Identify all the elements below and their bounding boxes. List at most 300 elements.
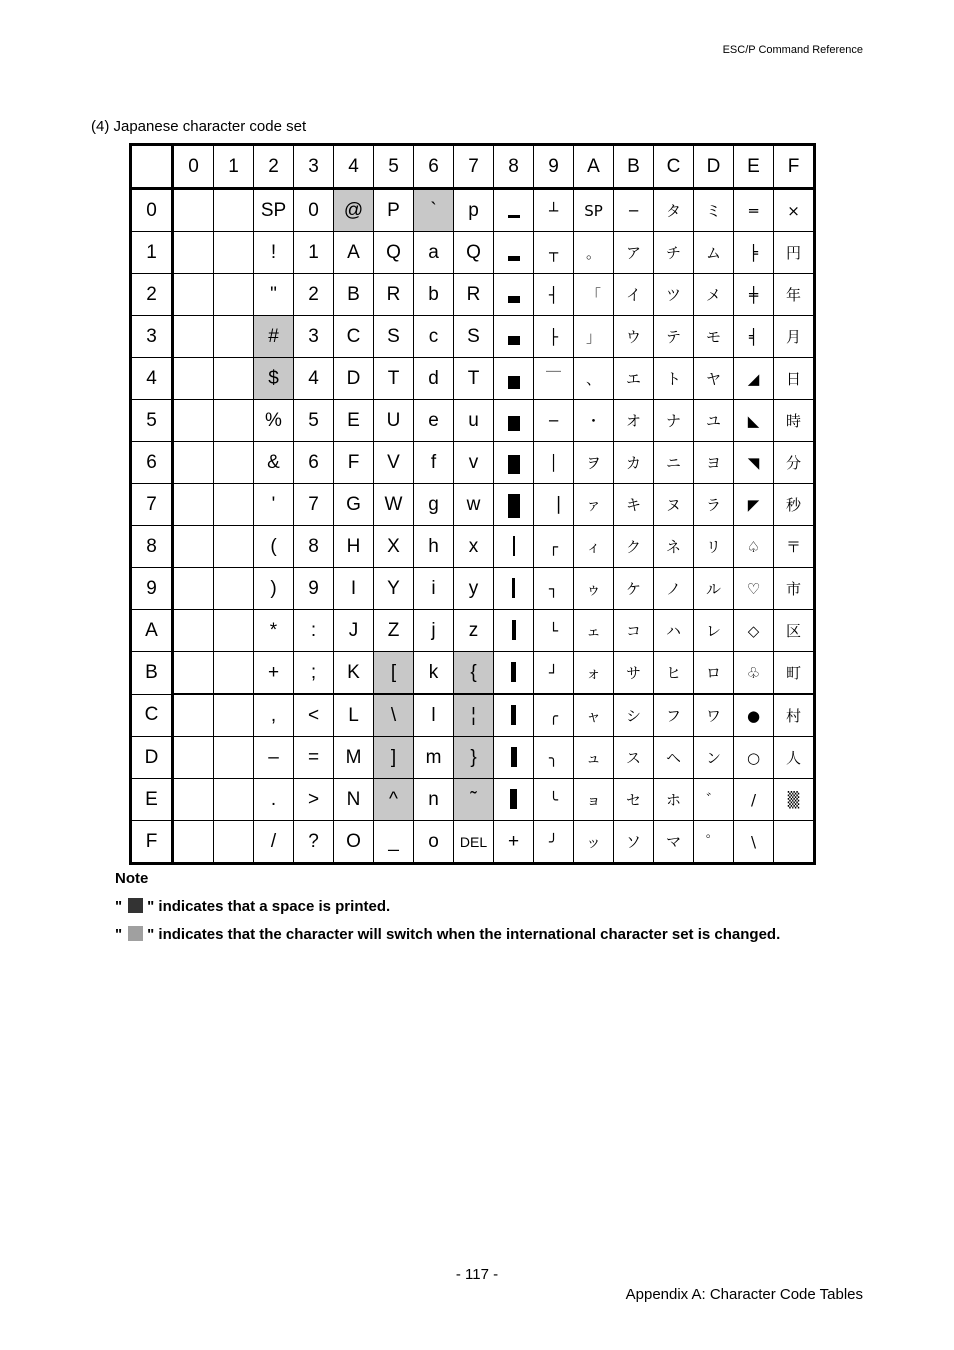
code-cell: ウ	[614, 316, 654, 358]
code-cell: ┴	[534, 189, 574, 232]
code-cell: :	[294, 610, 334, 652]
code-cell: ◢	[734, 358, 774, 400]
code-cell	[173, 189, 214, 232]
row-header: D	[131, 737, 173, 779]
code-cell	[214, 694, 254, 737]
code-cell: フ	[654, 694, 694, 737]
row-header: B	[131, 652, 173, 695]
code-cell: 分	[774, 442, 815, 484]
code-cell: R	[454, 274, 494, 316]
code-cell: 9	[294, 568, 334, 610]
table-row	[131, 737, 815, 779]
code-cell: ●	[734, 694, 774, 737]
code-cell: X	[374, 526, 414, 568]
code-cell: 日	[774, 358, 815, 400]
row-header: 8	[131, 526, 173, 568]
code-cell: ラ	[694, 484, 734, 526]
code-cell: ×	[774, 189, 815, 232]
block-mark	[508, 256, 520, 261]
code-cell: ,	[254, 694, 294, 737]
table-row	[131, 189, 815, 232]
code-cell: +	[494, 821, 534, 864]
column-header: 2	[254, 145, 294, 189]
code-cell: G	[334, 484, 374, 526]
code-cell: ト	[654, 358, 694, 400]
code-cell	[173, 442, 214, 484]
block-mark	[512, 620, 516, 640]
note-title: Note	[115, 870, 149, 887]
code-cell	[173, 610, 214, 652]
block-mark	[512, 578, 515, 598]
code-cell: セ	[614, 779, 654, 821]
code-cell: ￣	[534, 358, 574, 400]
code-cell: ╭	[534, 694, 574, 737]
code-cell	[494, 232, 534, 274]
block-char	[517, 789, 518, 790]
code-cell: コ	[614, 610, 654, 652]
column-header: F	[774, 145, 815, 189]
code-cell	[214, 316, 254, 358]
code-cell: 5	[294, 400, 334, 442]
code-cell: テ	[654, 316, 694, 358]
code-cell: ユ	[694, 400, 734, 442]
column-header: 0	[173, 145, 214, 189]
row-header: 9	[131, 568, 173, 610]
code-cell	[494, 274, 534, 316]
code-cell: 時	[774, 400, 815, 442]
code-cell: W	[374, 484, 414, 526]
code-cell: ゥ	[574, 568, 614, 610]
code-cell	[173, 232, 214, 274]
code-cell: N	[334, 779, 374, 821]
code-cell: $	[254, 358, 294, 400]
code-cell: ィ	[574, 526, 614, 568]
code-cell	[173, 821, 214, 864]
code-cell	[494, 484, 534, 526]
block-mark	[510, 789, 517, 809]
row-header: C	[131, 694, 173, 737]
code-cell: v	[454, 442, 494, 484]
code-cell: サ	[614, 652, 654, 695]
column-header: 7	[454, 145, 494, 189]
code-cell: T	[454, 358, 494, 400]
code-cell: ┘	[534, 652, 574, 695]
code-cell	[214, 232, 254, 274]
code-cell: モ	[694, 316, 734, 358]
code-cell: ▒	[774, 779, 815, 821]
code-cell: /	[734, 779, 774, 821]
code-cell: ナ	[654, 400, 694, 442]
code-cell: ¦	[454, 694, 494, 737]
code-cell	[173, 694, 214, 737]
code-cell	[214, 779, 254, 821]
block-char	[520, 326, 521, 327]
code-cell: w	[454, 484, 494, 526]
code-cell	[494, 189, 534, 232]
row-header: 0	[131, 189, 173, 232]
code-cell: 区	[774, 610, 815, 652]
code-cell	[173, 737, 214, 779]
code-cell: ソ	[614, 821, 654, 864]
gray-swatch	[128, 926, 143, 941]
code-cell: ミ	[694, 189, 734, 232]
column-header: D	[694, 145, 734, 189]
code-cell: P	[374, 189, 414, 232]
code-cell	[494, 568, 534, 610]
column-header: C	[654, 145, 694, 189]
code-cell: ╞	[734, 232, 774, 274]
code-cell: I	[334, 568, 374, 610]
code-cell	[214, 821, 254, 864]
code-cell: F	[334, 442, 374, 484]
table-corner	[131, 145, 173, 189]
code-cell: i	[414, 568, 454, 610]
code-cell	[173, 400, 214, 442]
code-cell: ャ	[574, 694, 614, 737]
code-cell: 人	[774, 737, 815, 779]
code-cell: ロ	[694, 652, 734, 695]
table-row	[131, 526, 815, 568]
code-cell: ク	[614, 526, 654, 568]
code-cell: c	[414, 316, 454, 358]
code-cell: ヨ	[694, 442, 734, 484]
code-cell: ─	[614, 189, 654, 232]
code-cell: イ	[614, 274, 654, 316]
code-cell	[774, 821, 815, 864]
code-cell: '	[254, 484, 294, 526]
code-cell: ン	[694, 737, 734, 779]
code-cell: 。	[574, 232, 614, 274]
table-row	[131, 779, 815, 821]
code-cell: レ	[694, 610, 734, 652]
code-cell: ア	[614, 232, 654, 274]
code-cell: E	[334, 400, 374, 442]
code-cell: S	[374, 316, 414, 358]
block-mark	[508, 336, 520, 345]
block-mark	[513, 536, 515, 556]
code-cell: O	[334, 821, 374, 864]
code-cell: リ	[694, 526, 734, 568]
note-line-switch: " " indicates that the character will switch when the international character set is changed.	[115, 926, 781, 943]
code-cell: =	[294, 737, 334, 779]
code-cell	[494, 526, 534, 568]
code-cell: ヤ	[694, 358, 734, 400]
code-cell: j	[414, 610, 454, 652]
code-cell: V	[374, 442, 414, 484]
code-cell: メ	[694, 274, 734, 316]
code-cell: *	[254, 610, 294, 652]
block-char	[520, 368, 521, 369]
code-cell: K	[334, 652, 374, 695]
column-header: 6	[414, 145, 454, 189]
row-header: 6	[131, 442, 173, 484]
code-cell	[494, 358, 534, 400]
code-cell: シ	[614, 694, 654, 737]
code-cell: u	[454, 400, 494, 442]
code-cell: z	[454, 610, 494, 652]
code-cell: チ	[654, 232, 694, 274]
table-row	[131, 484, 815, 526]
code-cell: {	[454, 652, 494, 695]
table-row	[131, 652, 815, 695]
code-cell: 2	[294, 274, 334, 316]
code-cell: 1	[294, 232, 334, 274]
code-cell: e	[414, 400, 454, 442]
code-cell: Q	[374, 232, 414, 274]
code-cell: _	[374, 821, 414, 864]
code-cell: 円	[774, 232, 815, 274]
code-cell: >	[294, 779, 334, 821]
table-row	[131, 400, 815, 442]
code-cell: n	[414, 779, 454, 821]
code-cell: ス	[614, 737, 654, 779]
block-mark	[511, 747, 517, 767]
code-cell: ノ	[654, 568, 694, 610]
row-header: 4	[131, 358, 173, 400]
table-body	[131, 189, 815, 864]
code-cell: ○	[734, 737, 774, 779]
code-cell	[214, 526, 254, 568]
code-cell: ╯	[534, 821, 574, 864]
code-cell: A	[334, 232, 374, 274]
code-cell: ?	[294, 821, 334, 864]
code-cell: /	[254, 821, 294, 864]
code-cell: 町	[774, 652, 815, 695]
code-cell: g	[414, 484, 454, 526]
code-cell: Z	[374, 610, 414, 652]
block-char	[516, 705, 517, 706]
code-cell: ◇	[734, 610, 774, 652]
code-cell: ヌ	[654, 484, 694, 526]
code-cell: ァ	[574, 484, 614, 526]
code-cell: ム	[694, 232, 734, 274]
code-cell: D	[334, 358, 374, 400]
code-cell: ニ	[654, 442, 694, 484]
code-cell: T	[374, 358, 414, 400]
code-cell: 、	[574, 358, 614, 400]
row-header: F	[131, 821, 173, 864]
code-cell	[494, 442, 534, 484]
code-cell: o	[414, 821, 454, 864]
code-cell	[214, 652, 254, 695]
code-cell: d	[414, 358, 454, 400]
code-cell: ╡	[734, 316, 774, 358]
code-cell: ホ	[654, 779, 694, 821]
block-char	[520, 200, 521, 201]
column-header: E	[734, 145, 774, 189]
block-mark	[511, 705, 516, 725]
footer-section: Appendix A: Character Code Tables	[625, 1286, 863, 1303]
code-cell: 4	[294, 358, 334, 400]
code-cell: x	[454, 526, 494, 568]
column-header-row	[131, 145, 815, 189]
code-cell: ├	[534, 316, 574, 358]
code-cell: ヒ	[654, 652, 694, 695]
code-cell: ネ	[654, 526, 694, 568]
code-cell: Q	[454, 232, 494, 274]
code-cell: Y	[374, 568, 414, 610]
block-mark	[508, 376, 520, 389]
block-char	[516, 662, 517, 663]
column-header: 9	[534, 145, 574, 189]
table-row	[131, 694, 815, 737]
code-cell: エ	[614, 358, 654, 400]
code-cell: 年	[774, 274, 815, 316]
code-cell: ┬	[534, 232, 574, 274]
code-cell: SP	[574, 189, 614, 232]
code-cell: オ	[614, 400, 654, 442]
table-row	[131, 568, 815, 610]
code-cell: ;	[294, 652, 334, 695]
code-cell: h	[414, 526, 454, 568]
code-cell: カ	[614, 442, 654, 484]
code-cell: ╰	[534, 779, 574, 821]
code-cell: ッ	[574, 821, 614, 864]
code-cell: 7	[294, 484, 334, 526]
block-char	[520, 242, 521, 243]
block-char	[517, 747, 518, 748]
code-cell: 〒	[774, 526, 815, 568]
block-char	[515, 536, 516, 537]
code-cell: ・	[574, 400, 614, 442]
code-cell	[173, 652, 214, 695]
code-cell: +	[254, 652, 294, 695]
column-header: 4	[334, 145, 374, 189]
code-cell: ]	[374, 737, 414, 779]
row-header: A	[131, 610, 173, 652]
code-cell: l	[414, 694, 454, 737]
code-cell: –	[254, 737, 294, 779]
code-cell	[214, 274, 254, 316]
code-cell	[494, 779, 534, 821]
code-cell: 市	[774, 568, 815, 610]
code-cell	[494, 316, 534, 358]
code-cell: `	[414, 189, 454, 232]
block-mark	[508, 455, 520, 474]
code-cell: ォ	[574, 652, 614, 695]
code-cell: &	[254, 442, 294, 484]
code-cell: C	[334, 316, 374, 358]
code-cell	[173, 316, 214, 358]
code-cell	[214, 568, 254, 610]
code-cell: 」	[574, 316, 614, 358]
code-cell: "	[254, 274, 294, 316]
code-cell: b	[414, 274, 454, 316]
code-cell: p	[454, 189, 494, 232]
block-char	[520, 451, 521, 452]
code-cell: ┐	[534, 568, 574, 610]
code-cell: L	[334, 694, 374, 737]
code-cell: (	[254, 526, 294, 568]
code-cell	[494, 610, 534, 652]
code-cell: ヘ	[654, 737, 694, 779]
column-header: 3	[294, 145, 334, 189]
code-cell	[494, 400, 534, 442]
code-cell	[494, 694, 534, 737]
code-cell: ツ	[654, 274, 694, 316]
row-header: 5	[131, 400, 173, 442]
code-cell: マ	[654, 821, 694, 864]
code-cell: ワ	[694, 694, 734, 737]
code-cell: .	[254, 779, 294, 821]
section-title: (4) Japanese character code set	[91, 118, 307, 135]
code-cell	[173, 779, 214, 821]
code-cell: k	[414, 652, 454, 695]
code-cell: \	[734, 821, 774, 864]
code-cell: ╮	[534, 737, 574, 779]
row-header: 3	[131, 316, 173, 358]
code-cell: ェ	[574, 610, 614, 652]
code-cell	[173, 568, 214, 610]
table-row	[131, 610, 815, 652]
code-cell: ˜	[454, 779, 494, 821]
code-cell: │	[534, 442, 574, 484]
page-number: - 117 -	[455, 1266, 499, 1283]
code-cell: ═	[734, 189, 774, 232]
code-cell: U	[374, 400, 414, 442]
code-cell: 6	[294, 442, 334, 484]
code-cell	[214, 189, 254, 232]
character-code-table	[129, 143, 816, 865]
code-cell: R	[374, 274, 414, 316]
code-cell	[214, 358, 254, 400]
block-mark	[508, 296, 520, 303]
code-cell: }	[454, 737, 494, 779]
code-cell	[214, 737, 254, 779]
table-row	[131, 442, 815, 484]
table-row	[131, 821, 815, 864]
code-cell	[214, 610, 254, 652]
code-cell: ♤	[734, 526, 774, 568]
code-cell: ▕	[534, 484, 574, 526]
code-cell: M	[334, 737, 374, 779]
block-char	[520, 410, 521, 411]
code-cell: ゛	[694, 779, 734, 821]
block-char	[516, 620, 517, 621]
code-cell: ┤	[534, 274, 574, 316]
dark-swatch	[128, 898, 143, 913]
code-cell: ゜	[694, 821, 734, 864]
code-cell: 村	[774, 694, 815, 737]
code-cell: )	[254, 568, 294, 610]
code-cell: a	[414, 232, 454, 274]
table-row	[131, 358, 815, 400]
block-mark	[508, 494, 520, 518]
code-cell: ◤	[734, 484, 774, 526]
code-cell: \	[374, 694, 414, 737]
code-cell: y	[454, 568, 494, 610]
block-mark	[508, 215, 520, 218]
table-row	[131, 274, 815, 316]
code-cell: キ	[614, 484, 654, 526]
block-char	[520, 284, 521, 285]
code-cell: 0	[294, 189, 334, 232]
column-header: B	[614, 145, 654, 189]
code-cell: H	[334, 526, 374, 568]
code-cell: └	[534, 610, 574, 652]
code-cell: 3	[294, 316, 334, 358]
code-cell: ◥	[734, 442, 774, 484]
code-cell: ◣	[734, 400, 774, 442]
code-cell	[214, 484, 254, 526]
code-cell	[214, 442, 254, 484]
code-cell	[494, 737, 534, 779]
code-cell	[214, 400, 254, 442]
code-cell: #	[254, 316, 294, 358]
code-cell: DEL	[454, 821, 494, 864]
code-cell: ハ	[654, 610, 694, 652]
code-cell: @	[334, 189, 374, 232]
